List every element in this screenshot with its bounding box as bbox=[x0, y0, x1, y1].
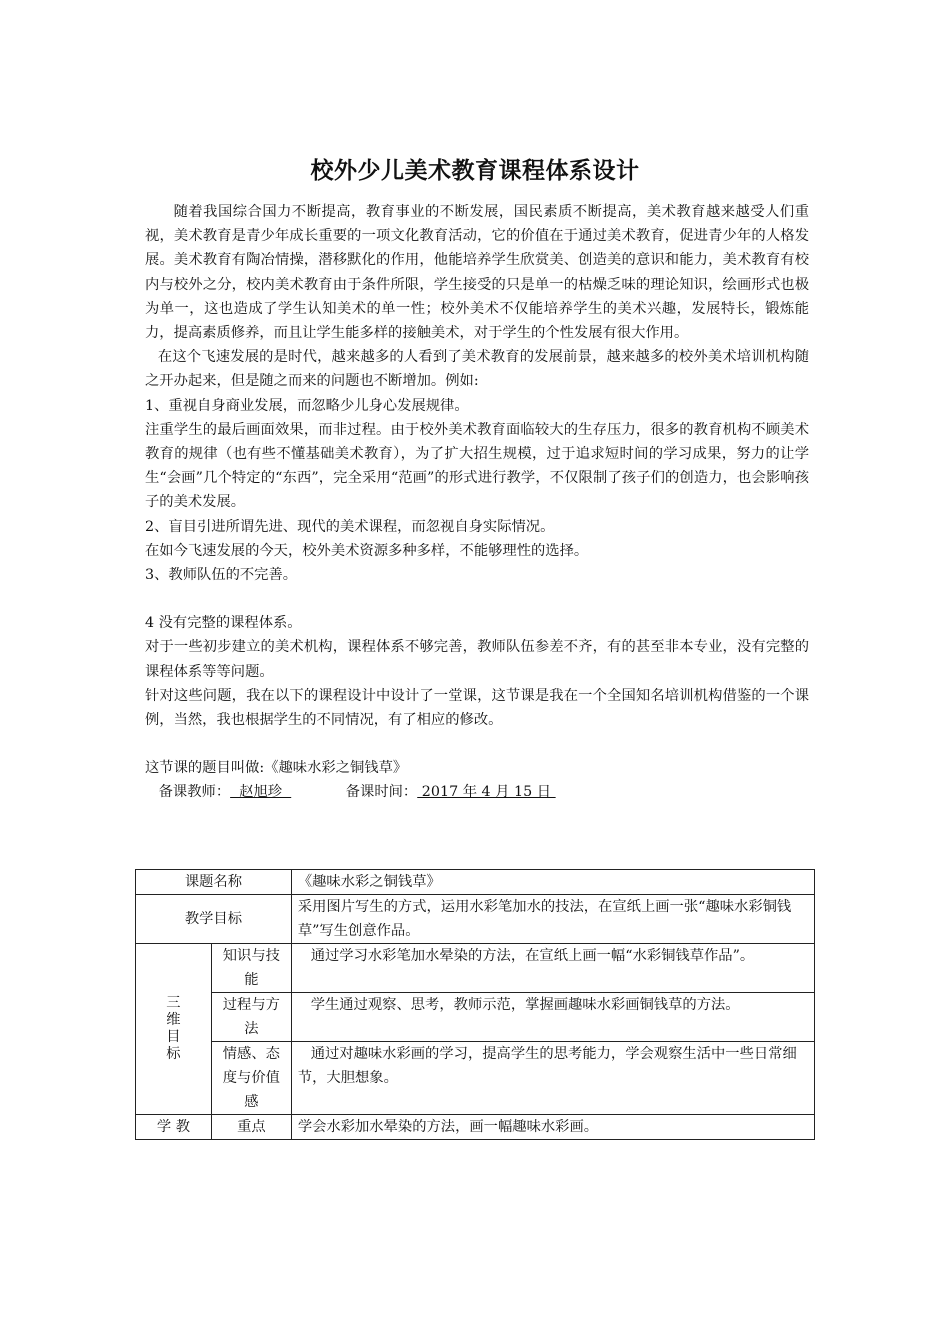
intro-paragraph: 随着我国综合国力不断提高，教育事业的不断发展，国民素质不断提高，美术教育越来越受人们重视，美术教育是青少年成长重要的一项文化教育活动，它的价值在于通过美术教育，促进青少年的人格发展。美术教育有陶冶情操，潜移默化的作用，他能培养学生欣赏美、创造美的意识和能力，美术教育有校内与校外之分，校内美术教育由于条件所限，学生接受的只是单一的枯燥乏味的理论知识，绘画形式也极为单一，这也造成了学生认知美术的单一性；校外美术不仅能培养学生的美术兴趣，发展特长，锻炼能力，提高素质修养，而且让学生能多样的接触美术，对于学生的个性发展有很大作用。 bbox=[145, 204, 809, 342]
lesson-plan-table bbox=[135, 869, 815, 1140]
solution-paragraph: 针对这些问题，我在以下的课程设计中设计了一堂课，这节课是我在一个全国知名培训机构借鉴的一个课例，当然，我也根据学生的不同情况，有了相应的修改。 bbox=[145, 687, 809, 729]
blank-line bbox=[145, 587, 809, 611]
goal-row-label: 情感、态度与价值感 bbox=[211, 1042, 291, 1115]
goal-row-label: 知识与技能 bbox=[211, 944, 291, 993]
problem-item-2: 2、盲目引进所谓先进、现代的美术课程，而忽视自身实际情况。 bbox=[145, 518, 555, 535]
lesson-meta bbox=[145, 780, 809, 804]
problem-item-3: 3、教师队伍的不完善。 bbox=[145, 567, 298, 584]
teacher-name: 赵旭珍 bbox=[230, 784, 292, 801]
document-title: 校外少儿美术教育课程体系设计 bbox=[310, 158, 640, 184]
problem-item-4-detail: 对于一些初步建立的美术机构，课程体系不够完善，教师队伍参差不齐，有的甚至非本专业，没有完整的课程体系等等问题。 bbox=[145, 639, 809, 680]
key-point-label: 重点 bbox=[211, 1115, 291, 1140]
topic-value: 《趣味水彩之铜钱草》 bbox=[291, 870, 814, 895]
table-row bbox=[136, 870, 815, 895]
lesson-intro: 这节课的题目叫做:《趣味水彩之铜钱草》 bbox=[145, 760, 408, 777]
key-point-value: 学会水彩加水晕染的方法，画一幅趣味水彩画。 bbox=[291, 1115, 814, 1140]
goal-row-value: 学生通过观察、思考，教师示范，掌握画趣味水彩画铜钱草的方法。 bbox=[291, 993, 814, 1042]
problem-item-1-detail: 注重学生的最后画面效果，而非过程。由于校外美术教育面临较大的生存压力，很多的教育机构不顾美术教育的规律（也有些不懂基础美术教育），为了扩大招生规模，过于追求短时间的学习成果，努力的让学生“会画”几个特定的“东西”，完全采用“范画”的形式进行教学，不仅限制了孩子们的创造力，也会影响孩子的美术发展。 bbox=[145, 421, 809, 511]
table-row bbox=[136, 993, 815, 1042]
problem-item-2-detail: 在如今飞速发展的今天，校外美术资源多种多样，不能够理性的选择。 bbox=[145, 542, 589, 559]
teacher-label: 备课教师： bbox=[158, 784, 231, 801]
goal-value: 采用图片写生的方式，运用水彩笔加水的技法，在宣纸上画一张“趣味水彩铜钱草”写生创意作品。 bbox=[291, 895, 814, 944]
time-value: 2017 年 4 月 15 日 bbox=[417, 784, 556, 801]
three-dim-goal-cell bbox=[136, 944, 212, 1115]
document-body bbox=[145, 200, 809, 805]
blank-line bbox=[145, 732, 809, 756]
key-difficulty-label: 学 教 bbox=[136, 1115, 212, 1140]
context-paragraph: 在这个飞速发展的是时代，越来越多的人看到了美术教育的发展前景，越来越多的校外美术培训机构随之开办起来，但是随之而来的问题也不断增加。例如: bbox=[145, 349, 809, 390]
topic-label: 课题名称 bbox=[136, 870, 292, 895]
table-row bbox=[136, 1042, 815, 1115]
table-row bbox=[136, 1115, 815, 1140]
table-row bbox=[136, 944, 815, 993]
three-dim-goal-label: 三维目标 bbox=[166, 995, 181, 1062]
goal-label: 教学目标 bbox=[136, 895, 292, 944]
problem-item-4: 4 没有完整的课程体系。 bbox=[145, 615, 302, 632]
goal-row-value: 通过学习水彩笔加水晕染的方法，在宣纸上画一幅“水彩铜钱草作品”。 bbox=[291, 944, 814, 993]
goal-row-label: 过程与方法 bbox=[211, 993, 291, 1042]
time-label: 备课时间： bbox=[345, 784, 418, 801]
problem-item-1: 1、重视自身商业发展，而忽略少儿身心发展规律。 bbox=[145, 397, 469, 414]
table-row bbox=[136, 895, 815, 944]
goal-row-value: 通过对趣味水彩画的学习，提高学生的思考能力，学会观察生活中一些日常细节，大胆想象。 bbox=[291, 1042, 814, 1115]
